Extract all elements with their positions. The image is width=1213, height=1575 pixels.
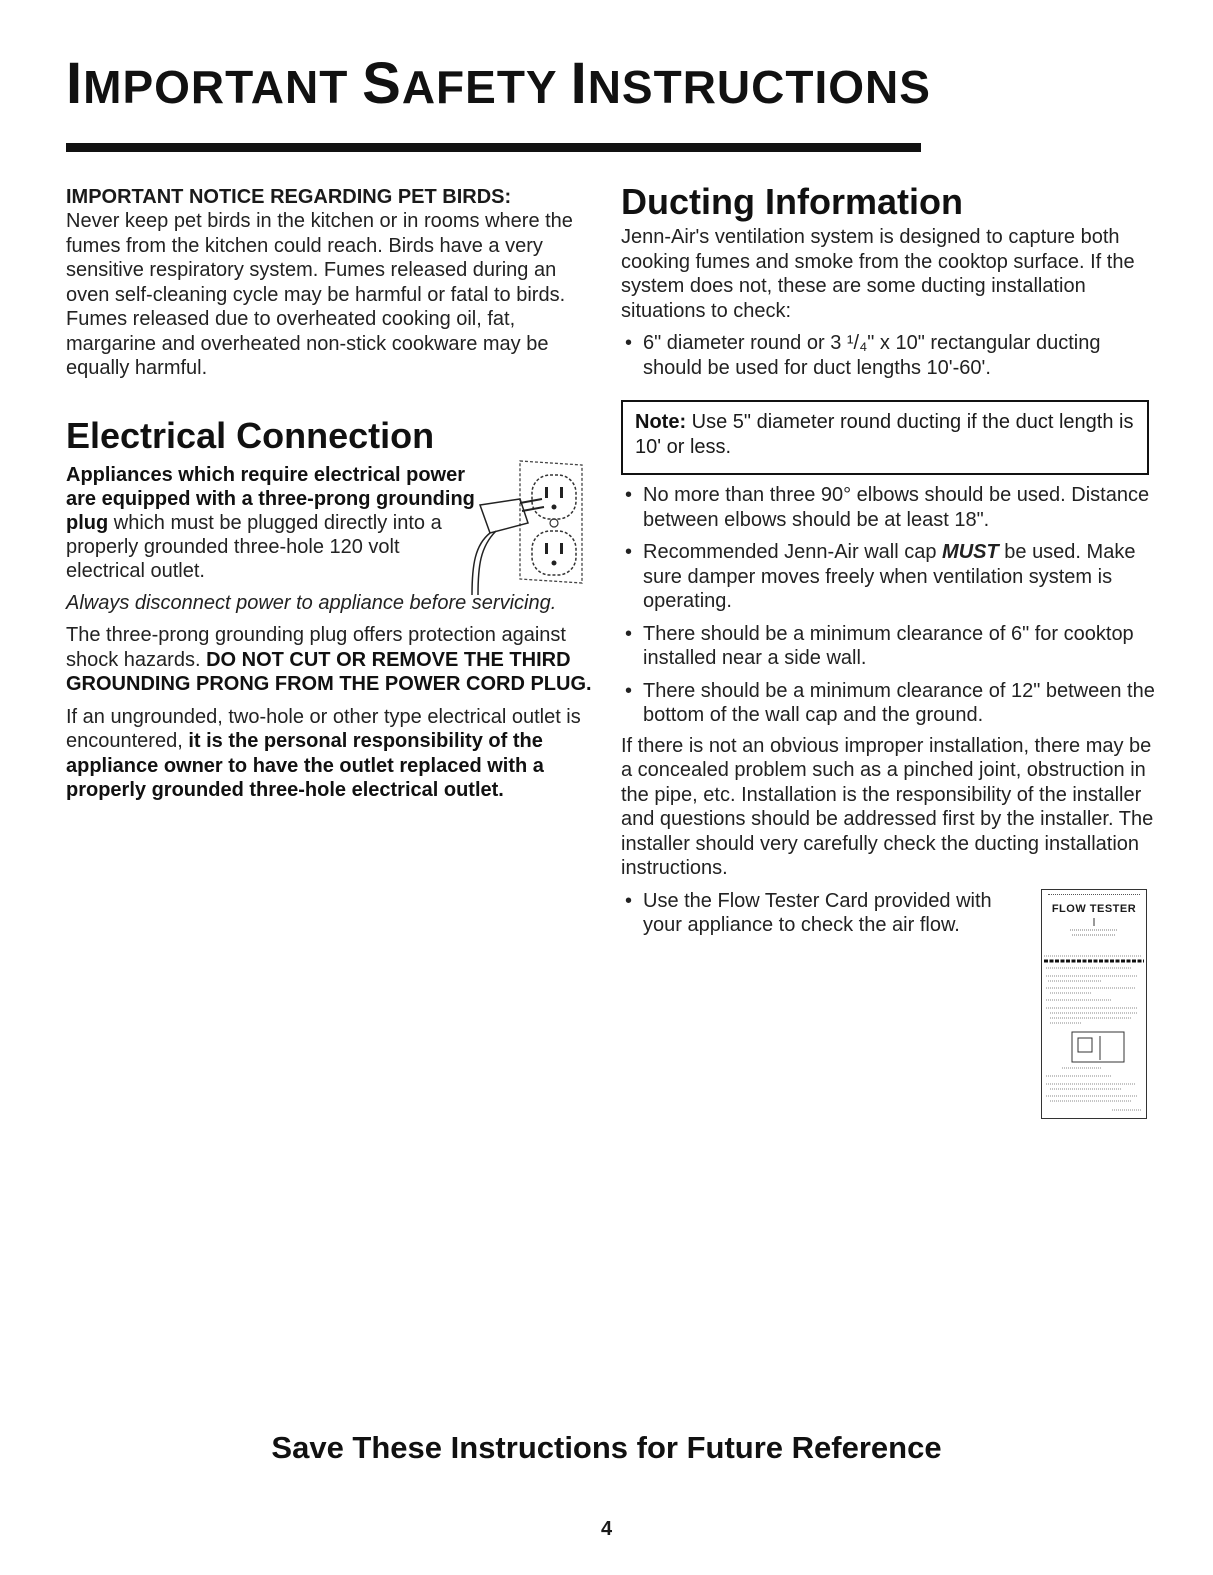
ducting-list-1 [621, 331, 1156, 380]
ducting-heading: Ducting Information [621, 181, 963, 222]
electrical-intro-block [66, 463, 594, 583]
page-number: 4 [600, 1518, 613, 1540]
ungrounded-outlet-paragraph: If an ungrounded, two-hole or other type electrical outlet is encountered, it is the personal responsibility of the appliance owner to have the outlet replaced with a properly grounded three-hole electrical outlet. [66, 705, 581, 801]
flow-tester-card [1041, 889, 1147, 1119]
ducting-intro: Jenn-Air's ventilation system is designed to capture both cooking fumes and smoke from the cooktop surface. If the system does not, these are some ducting installation situations to check: [621, 226, 1135, 322]
list-item: • 6" diameter round or 3 ¹/₄" x 10" rectangular ducting should be used for duct lengths 10'-60'. [621, 331, 1156, 380]
electrical-heading: Electrical Connection [66, 414, 435, 456]
note-label: Note: [635, 411, 687, 433]
title-rule [66, 143, 921, 152]
note-box [621, 400, 1149, 475]
page-title [66, 50, 931, 117]
title-word-2: SAFETY [362, 51, 557, 116]
note-text: Use 5" diameter round ducting if the duct length is 10' or less. [635, 411, 1134, 458]
list-item: • Use the Flow Tester Card provided with your appliance to check the air flow. [621, 889, 1013, 938]
pet-birds-body: Never keep pet birds in the kitchen or in rooms where the fumes from the kitchen could reach. Birds have a very sensitive respiratory system. Fumes released during an oven self-cleaning cycle may be harmful or fatal to birds. Fumes released due to overheated cooking oil, fat, margarine and overheated non-stick cookware may be equally harmful. [66, 210, 573, 379]
ducting-list-2 [621, 483, 1156, 728]
disconnect-power-note: Always disconnect power to appliance before servicing. [66, 591, 557, 614]
electrical-intro: Appliances which require electrical power are equipped with a three-prong grounding plug which must be plugged directly into a properly grounded three-hole 120 volt electrical outlet. [66, 463, 475, 582]
pet-birds-heading: IMPORTANT NOTICE REGARDING PET BIRDS: [66, 186, 512, 208]
flow-tester-block [621, 889, 1156, 938]
right-column [621, 181, 1156, 938]
list-item: • No more than three 90° elbows should be used. Distance between elbows should be at least 18". [621, 483, 1156, 532]
concealed-problem-paragraph: If there is not an obvious improper installation, there may be a concealed problem such as a pinched joint, obstruction in the pipe, etc. Installation is the responsibility of the installer and questions should be addressed first by the installer. The installer should very carefully check the ducting installation instructions. [621, 734, 1154, 879]
flow-card-graphic [1042, 916, 1146, 1116]
three-prong-outlet-icon [450, 455, 590, 595]
list-item: • There should be a minimum clearance of 6" for cooktop installed near a side wall. [621, 622, 1156, 671]
save-instructions-footer: Save These Instructions for Future Reference [271, 1430, 942, 1465]
list-item: • Recommended Jenn-Air wall cap MUST be used. Make sure damper moves freely when ventilation system is operating. [621, 540, 1156, 614]
title-word-3: INSTRUCTIONS [570, 51, 931, 116]
list-item: • There should be a minimum clearance of 12" between the bottom of the wall cap and the ground. [621, 679, 1156, 728]
grounding-plug-paragraph: The three-prong grounding plug offers protection against shock hazards. DO NOT CUT OR REMOVE THE THIRD GROUNDING PRONG FROM THE POWER CORD PLUG. [66, 624, 592, 695]
left-column [66, 185, 594, 803]
title-word-1: IMPORTANT [66, 51, 349, 116]
flow-card-title: FLOW TESTER [1051, 902, 1137, 915]
